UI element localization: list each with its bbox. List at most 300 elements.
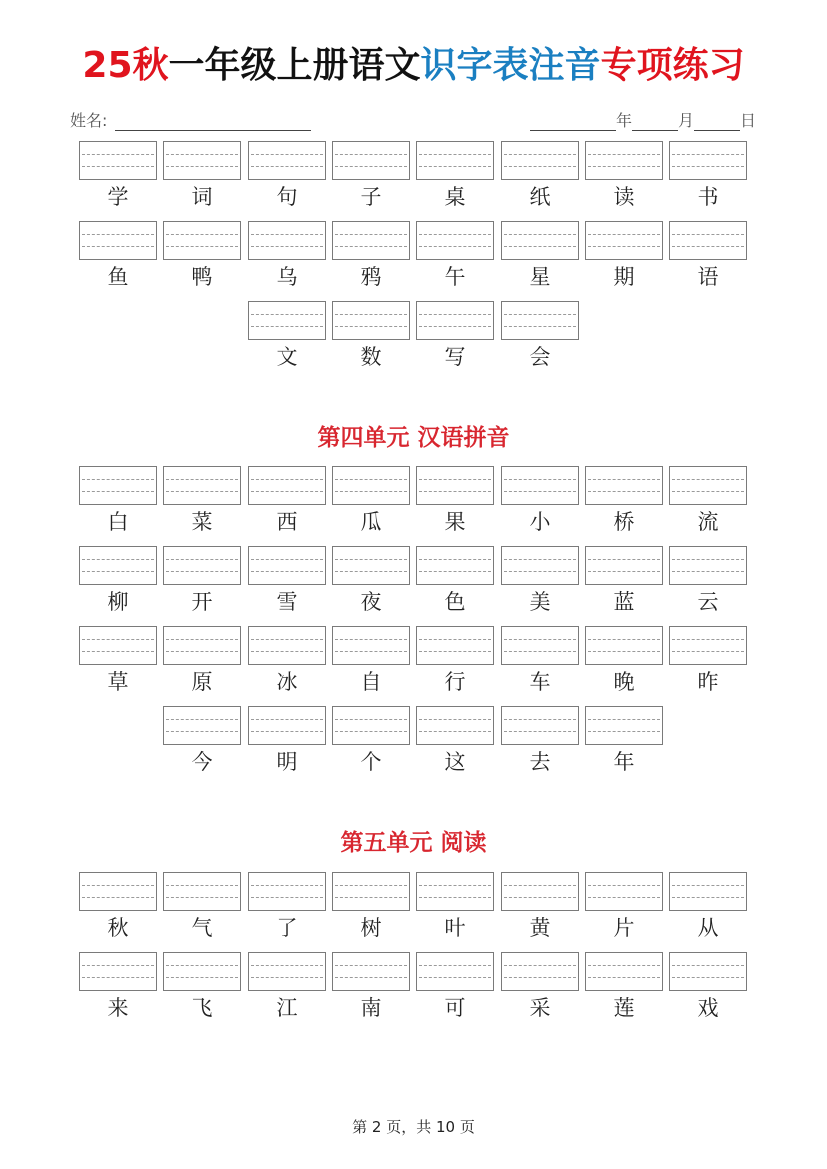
hanzi-character: 气: [191, 916, 213, 940]
guide-line: [335, 897, 407, 898]
hanzi-character: 夜: [360, 590, 382, 614]
character-cell: [585, 952, 663, 1022]
guide-line: [251, 977, 323, 978]
character-cell: [163, 872, 241, 942]
guide-line: [504, 639, 576, 640]
character-cell: [585, 872, 663, 942]
title-part-4: 专项练习: [600, 45, 745, 86]
guide-line: [166, 965, 238, 966]
pinyin-box[interactable]: [332, 626, 410, 665]
pinyin-box[interactable]: [332, 872, 410, 911]
pinyin-box[interactable]: [248, 546, 326, 585]
hanzi-character: 星: [529, 265, 551, 289]
pinyin-box[interactable]: [248, 466, 326, 505]
hanzi-character: 鸦: [360, 265, 382, 289]
guide-line: [335, 731, 407, 732]
guide-line: [335, 491, 407, 492]
character-cell: [79, 221, 157, 291]
guide-line: [166, 885, 238, 886]
pinyin-box[interactable]: [163, 706, 241, 745]
character-cell: [163, 952, 241, 1022]
page-footer: 第 2 页，共 10 页: [352, 1118, 475, 1136]
pinyin-box[interactable]: [585, 466, 663, 505]
pinyin-box[interactable]: [248, 706, 326, 745]
pinyin-box[interactable]: [163, 221, 241, 260]
guide-line: [419, 651, 491, 652]
guide-line: [588, 965, 660, 966]
guide-line: [166, 731, 238, 732]
guide-line: [82, 246, 154, 247]
guide-line: [166, 559, 238, 560]
guide-line: [672, 965, 744, 966]
hanzi-character: 子: [360, 185, 382, 209]
pinyin-box[interactable]: [332, 141, 410, 180]
guide-line: [251, 314, 323, 315]
pinyin-box[interactable]: [501, 706, 579, 745]
character-cell: [501, 952, 579, 1022]
guide-line: [588, 559, 660, 560]
pinyin-box[interactable]: [79, 546, 157, 585]
hanzi-character: 柳: [107, 590, 129, 614]
guide-line: [504, 491, 576, 492]
guide-line: [335, 326, 407, 327]
pinyin-box[interactable]: [585, 546, 663, 585]
guide-line: [82, 651, 154, 652]
hanzi-character: 小: [529, 510, 551, 534]
grid-row: [79, 221, 749, 291]
pinyin-box[interactable]: [79, 626, 157, 665]
pinyin-box[interactable]: [416, 221, 494, 260]
guide-line: [419, 154, 491, 155]
character-cell: [416, 872, 494, 942]
guide-line: [419, 166, 491, 167]
character-cell: [585, 466, 663, 536]
character-cell: [248, 872, 326, 942]
guide-line: [672, 639, 744, 640]
pinyin-box[interactable]: [416, 706, 494, 745]
guide-line: [504, 885, 576, 886]
character-cell: [669, 952, 747, 1022]
section-title-unit-4: 第四单元 汉语拼音: [317, 424, 510, 451]
grid-row: [79, 706, 749, 776]
name-blank[interactable]: [115, 113, 311, 131]
hanzi-character: 纸: [529, 185, 551, 209]
hanzi-character: 色: [444, 590, 466, 614]
name-label: 姓名:: [70, 111, 108, 130]
hanzi-character: 原: [191, 670, 213, 694]
character-cell: [669, 221, 747, 291]
pinyin-box[interactable]: [79, 872, 157, 911]
pinyin-box[interactable]: [248, 221, 326, 260]
character-cell: [163, 221, 241, 291]
pinyin-box[interactable]: [163, 626, 241, 665]
pinyin-box[interactable]: [669, 466, 747, 505]
character-cell: [248, 301, 326, 371]
character-cell: [416, 466, 494, 536]
hanzi-character: 今: [191, 750, 213, 774]
pinyin-box[interactable]: [163, 141, 241, 180]
title-part-2: 一年级上册语文: [168, 45, 421, 86]
hanzi-character: 桌: [444, 185, 466, 209]
guide-line: [672, 651, 744, 652]
guide-line: [672, 246, 744, 247]
pinyin-box[interactable]: [669, 221, 747, 260]
guide-line: [251, 246, 323, 247]
character-cell: [79, 466, 157, 536]
hanzi-character: 句: [276, 185, 298, 209]
hanzi-character: 秋: [107, 916, 129, 940]
guide-line: [82, 965, 154, 966]
hanzi-character: 菜: [191, 510, 213, 534]
guide-line: [504, 166, 576, 167]
hanzi-character: 莲: [613, 996, 635, 1020]
guide-line: [251, 154, 323, 155]
character-cell: [248, 141, 326, 211]
pinyin-box[interactable]: [416, 546, 494, 585]
guide-line: [588, 571, 660, 572]
grid-row: [79, 872, 749, 942]
character-cell: [332, 952, 410, 1022]
pinyin-box[interactable]: [501, 141, 579, 180]
character-cell: [79, 546, 157, 616]
guide-line: [672, 885, 744, 886]
guide-line: [251, 651, 323, 652]
guide-line: [335, 154, 407, 155]
pinyin-box[interactable]: [501, 546, 579, 585]
guide-line: [251, 479, 323, 480]
guide-line: [251, 234, 323, 235]
character-cell: [585, 546, 663, 616]
guide-line: [504, 731, 576, 732]
guide-line: [504, 479, 576, 480]
character-cell: [416, 546, 494, 616]
guide-line: [166, 166, 238, 167]
hanzi-character: 数: [360, 345, 382, 369]
hanzi-character: 学: [107, 185, 129, 209]
pinyin-box[interactable]: [248, 626, 326, 665]
character-cell: [501, 141, 579, 211]
guide-line: [419, 479, 491, 480]
hanzi-character: 明: [276, 750, 298, 774]
hanzi-character: 乌: [276, 265, 298, 289]
character-cell: [416, 626, 494, 696]
guide-line: [672, 154, 744, 155]
character-cell: [585, 706, 663, 776]
character-cell: [416, 706, 494, 776]
pinyin-box[interactable]: [501, 626, 579, 665]
pinyin-box[interactable]: [332, 301, 410, 340]
character-cell: [416, 301, 494, 371]
pinyin-box[interactable]: [501, 466, 579, 505]
pinyin-box[interactable]: [585, 952, 663, 991]
name-field: [70, 108, 311, 131]
hanzi-character: 自: [360, 670, 382, 694]
hanzi-character: 冰: [276, 670, 298, 694]
guide-line: [588, 166, 660, 167]
character-cell: [501, 466, 579, 536]
pinyin-box[interactable]: [416, 872, 494, 911]
guide-line: [251, 491, 323, 492]
guide-line: [419, 639, 491, 640]
pinyin-box[interactable]: [416, 626, 494, 665]
character-cell: [332, 301, 410, 371]
hanzi-character: 可: [444, 996, 466, 1020]
hanzi-character: 果: [444, 510, 466, 534]
pinyin-box[interactable]: [248, 952, 326, 991]
pinyin-box[interactable]: [79, 141, 157, 180]
guide-line: [672, 977, 744, 978]
character-cell: [79, 952, 157, 1022]
guide-line: [335, 479, 407, 480]
guide-line: [335, 166, 407, 167]
pinyin-box[interactable]: [332, 952, 410, 991]
guide-line: [504, 154, 576, 155]
hanzi-character: 去: [529, 750, 551, 774]
guide-line: [166, 651, 238, 652]
pinyin-box[interactable]: [416, 952, 494, 991]
character-cell: [332, 221, 410, 291]
hanzi-character: 蓝: [613, 590, 635, 614]
character-cell: [669, 546, 747, 616]
guide-line: [588, 246, 660, 247]
guide-line: [251, 559, 323, 560]
guide-line: [251, 965, 323, 966]
hanzi-character: 西: [276, 510, 298, 534]
info-row: [70, 108, 756, 132]
hanzi-character: 片: [613, 916, 635, 940]
guide-line: [504, 651, 576, 652]
character-cell: [501, 301, 579, 371]
guide-line: [419, 731, 491, 732]
pinyin-box[interactable]: [332, 221, 410, 260]
character-cell: [248, 706, 326, 776]
guide-line: [504, 246, 576, 247]
hanzi-character: 瓜: [360, 510, 382, 534]
guide-line: [251, 166, 323, 167]
pinyin-box[interactable]: [669, 872, 747, 911]
character-cell: [163, 466, 241, 536]
guide-line: [335, 559, 407, 560]
guide-line: [672, 234, 744, 235]
guide-line: [82, 166, 154, 167]
date-field: [530, 108, 756, 131]
guide-line: [82, 479, 154, 480]
pinyin-box[interactable]: [416, 141, 494, 180]
character-cell: [416, 952, 494, 1022]
guide-line: [504, 719, 576, 720]
character-cell: [332, 706, 410, 776]
pinyin-box[interactable]: [501, 872, 579, 911]
guide-line: [82, 559, 154, 560]
hanzi-character: 晚: [613, 670, 635, 694]
hanzi-character: 江: [276, 996, 298, 1020]
guide-line: [419, 885, 491, 886]
guide-line: [251, 885, 323, 886]
pinyin-box[interactable]: [669, 546, 747, 585]
guide-line: [251, 731, 323, 732]
hanzi-character: 飞: [191, 996, 213, 1020]
pinyin-box[interactable]: [669, 626, 747, 665]
hanzi-character: 了: [276, 916, 298, 940]
guide-line: [335, 571, 407, 572]
guide-line: [166, 977, 238, 978]
hanzi-character: 鱼: [107, 265, 129, 289]
guide-line: [251, 897, 323, 898]
grid-row: [79, 626, 749, 696]
pinyin-box[interactable]: [163, 952, 241, 991]
hanzi-character: 开: [191, 590, 213, 614]
pinyin-box[interactable]: [332, 466, 410, 505]
character-cell: [501, 872, 579, 942]
guide-line: [588, 234, 660, 235]
character-cell: [248, 952, 326, 1022]
grid-row: [79, 952, 749, 1022]
pinyin-box[interactable]: [332, 546, 410, 585]
guide-line: [588, 639, 660, 640]
pinyin-box[interactable]: [248, 872, 326, 911]
character-cell: [501, 221, 579, 291]
character-cell: [332, 141, 410, 211]
pinyin-box[interactable]: [501, 221, 579, 260]
guide-line: [251, 639, 323, 640]
guide-line: [82, 639, 154, 640]
pinyin-box[interactable]: [585, 141, 663, 180]
day-label: 日: [739, 111, 756, 130]
hanzi-character: 草: [107, 670, 129, 694]
guide-line: [504, 977, 576, 978]
character-cell: [163, 546, 241, 616]
hanzi-character: 会: [529, 345, 551, 369]
hanzi-character: 书: [697, 185, 719, 209]
guide-line: [335, 246, 407, 247]
guide-line: [588, 719, 660, 720]
character-cell: [416, 221, 494, 291]
grid-row: [79, 301, 749, 371]
pinyin-box[interactable]: [416, 301, 494, 340]
character-cell: [163, 141, 241, 211]
character-cell: [501, 706, 579, 776]
hanzi-character: 车: [529, 670, 551, 694]
pinyin-box[interactable]: [79, 466, 157, 505]
guide-line: [166, 897, 238, 898]
guide-line: [335, 234, 407, 235]
guide-line: [335, 639, 407, 640]
grid-row: [79, 141, 749, 211]
hanzi-character: 午: [444, 265, 466, 289]
pinyin-box[interactable]: [669, 952, 747, 991]
character-cell: [163, 706, 241, 776]
pinyin-box[interactable]: [501, 952, 579, 991]
guide-line: [504, 234, 576, 235]
hanzi-character: 黄: [529, 916, 551, 940]
year-blank[interactable]: [530, 113, 616, 131]
hanzi-character: 写: [444, 345, 466, 369]
guide-line: [82, 234, 154, 235]
guide-line: [504, 314, 576, 315]
day-blank[interactable]: [694, 113, 740, 131]
character-cell: [585, 141, 663, 211]
title-part-1: 25秋: [82, 45, 169, 86]
guide-line: [335, 651, 407, 652]
guide-line: [419, 977, 491, 978]
character-cell: [669, 141, 747, 211]
guide-line: [82, 154, 154, 155]
guide-line: [166, 571, 238, 572]
guide-line: [82, 897, 154, 898]
pinyin-box[interactable]: [163, 466, 241, 505]
pinyin-box[interactable]: [585, 221, 663, 260]
pinyin-box[interactable]: [248, 141, 326, 180]
guide-line: [672, 479, 744, 480]
hanzi-character: 从: [697, 916, 719, 940]
pinyin-box[interactable]: [585, 706, 663, 745]
guide-line: [82, 571, 154, 572]
guide-line: [419, 559, 491, 560]
pinyin-box[interactable]: [669, 141, 747, 180]
guide-line: [419, 491, 491, 492]
guide-line: [166, 154, 238, 155]
hanzi-character: 行: [444, 670, 466, 694]
pinyin-box[interactable]: [163, 546, 241, 585]
guide-line: [588, 977, 660, 978]
pinyin-box[interactable]: [416, 466, 494, 505]
month-label: 月: [677, 111, 694, 130]
guide-line: [251, 326, 323, 327]
pinyin-box[interactable]: [501, 301, 579, 340]
character-cell: [332, 546, 410, 616]
guide-line: [82, 885, 154, 886]
character-cell: [585, 221, 663, 291]
character-cell: [501, 626, 579, 696]
guide-line: [672, 559, 744, 560]
character-cell: [332, 872, 410, 942]
hanzi-character: 年: [613, 750, 635, 774]
guide-line: [335, 885, 407, 886]
month-blank[interactable]: [632, 113, 678, 131]
grid-row: [79, 546, 749, 616]
hanzi-character: 来: [107, 996, 129, 1020]
pinyin-box[interactable]: [585, 872, 663, 911]
character-cell: [669, 872, 747, 942]
pinyin-box[interactable]: [163, 872, 241, 911]
guide-line: [504, 965, 576, 966]
hanzi-character: 昨: [697, 670, 719, 694]
pinyin-box[interactable]: [79, 952, 157, 991]
hanzi-character: 词: [191, 185, 213, 209]
guide-line: [419, 246, 491, 247]
pinyin-box[interactable]: [248, 301, 326, 340]
pinyin-box[interactable]: [332, 706, 410, 745]
guide-line: [419, 234, 491, 235]
character-cell: [248, 466, 326, 536]
guide-line: [335, 977, 407, 978]
guide-line: [588, 651, 660, 652]
hanzi-character: 南: [360, 996, 382, 1020]
guide-line: [588, 154, 660, 155]
character-cell: [669, 466, 747, 536]
guide-line: [588, 897, 660, 898]
guide-line: [166, 639, 238, 640]
character-cell: [669, 626, 747, 696]
hanzi-character: 读: [613, 185, 635, 209]
hanzi-character: 雪: [276, 590, 298, 614]
guide-line: [419, 719, 491, 720]
section-title-unit-5: 第五单元 阅读: [340, 829, 487, 856]
title-part-3: 识字表注音: [420, 45, 601, 86]
hanzi-character: 个: [360, 750, 382, 774]
pinyin-box[interactable]: [79, 221, 157, 260]
pinyin-box[interactable]: [585, 626, 663, 665]
